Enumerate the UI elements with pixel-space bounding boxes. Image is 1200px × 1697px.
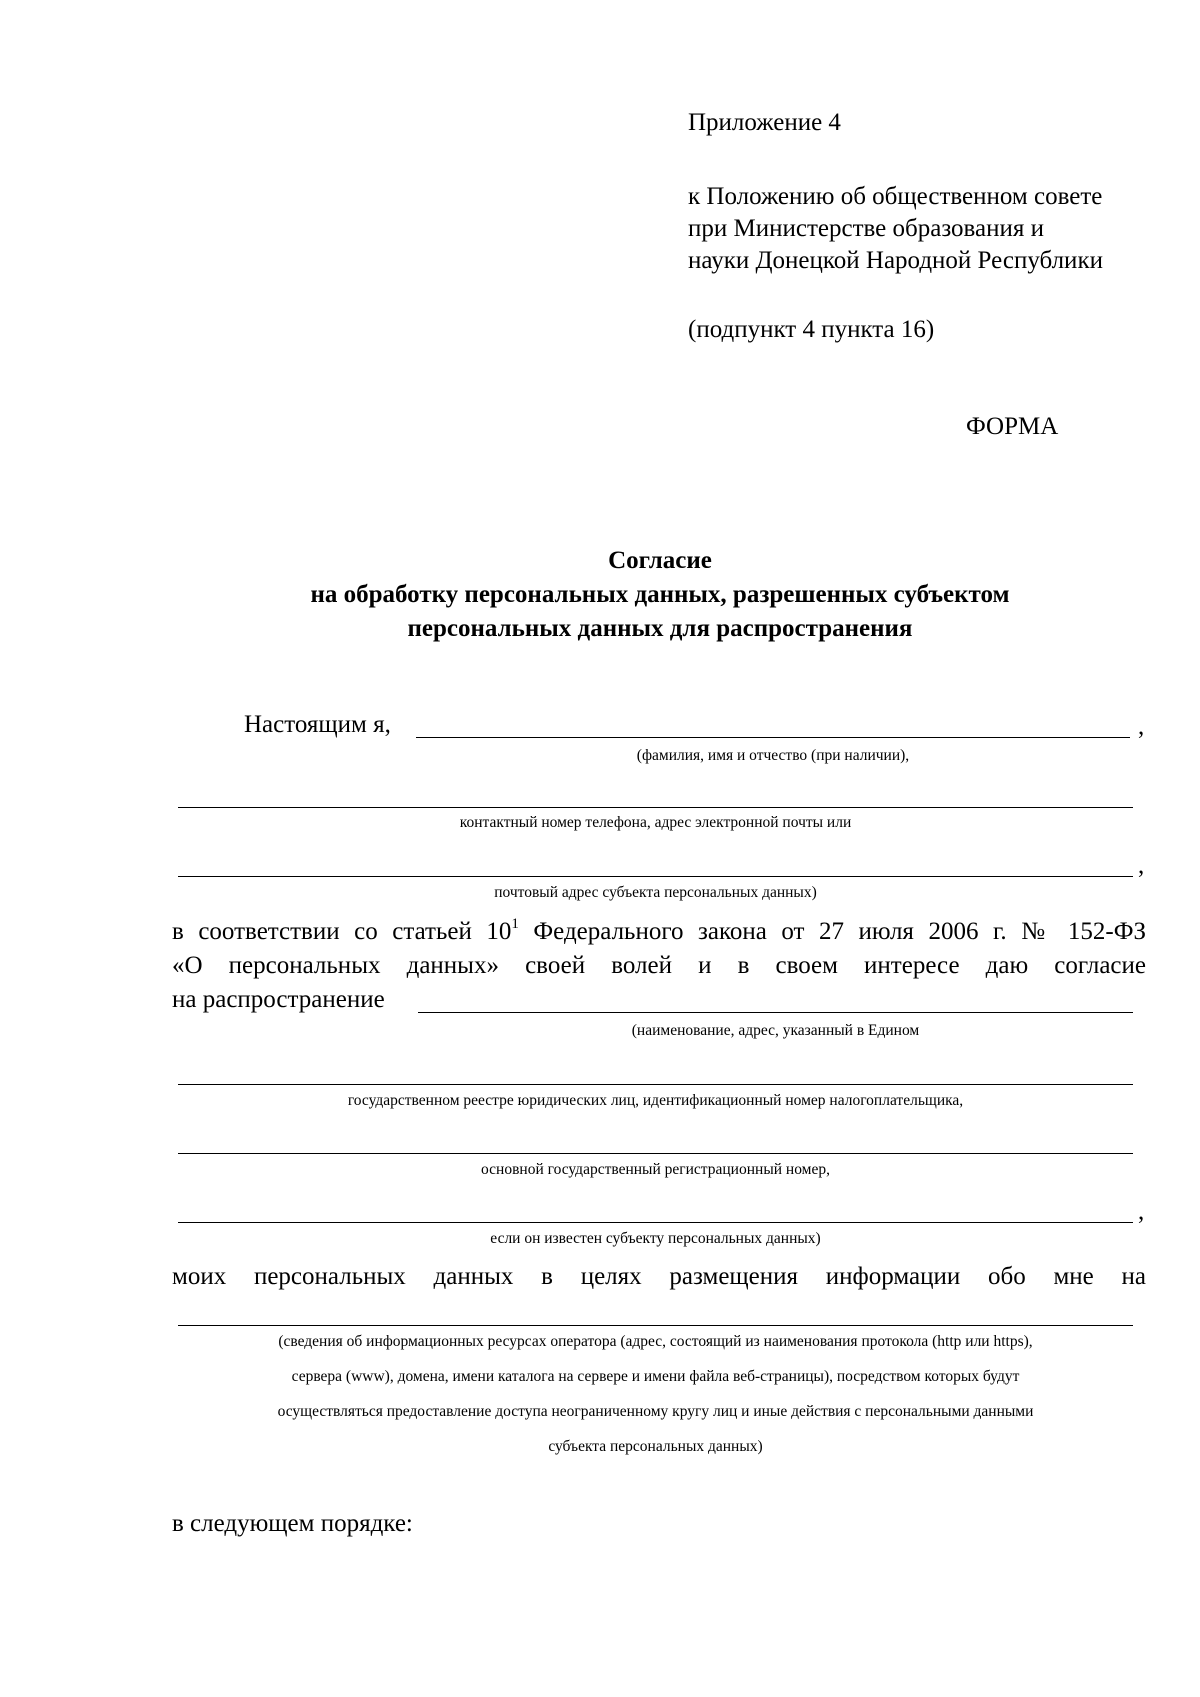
appendix-number: Приложение 4 xyxy=(688,109,841,136)
comma: , xyxy=(1138,852,1145,879)
operator-field-line[interactable] xyxy=(418,1012,1133,1013)
form-label: ФОРМА xyxy=(966,413,1059,440)
document-title-line-3: персональных данных для распространения xyxy=(407,615,913,642)
operator-caption-3: основной государственный регистрационный номер, xyxy=(481,1161,830,1178)
registry-field-line[interactable] xyxy=(178,1084,1133,1085)
resource-caption-4: субъекта персональных данных) xyxy=(548,1438,763,1455)
reference-line-3: науки Донецкой Народной Республики xyxy=(688,247,1103,274)
fio-field-line[interactable] xyxy=(416,737,1130,738)
postal-field-line[interactable] xyxy=(178,876,1133,877)
resource-caption-1: (сведения об информационных ресурсах оператора (адрес, состоящий из наименования протокола (http или https), xyxy=(278,1333,1033,1350)
purpose-text: моих персональных данных в целях размещения информации обо мне на xyxy=(172,1263,1146,1290)
comma: , xyxy=(1138,1198,1145,1225)
resource-caption-2: сервера (www), домена, имени каталога на сервере и имени файла веб-страницы), посредством которых будут xyxy=(291,1368,1020,1385)
reference-line-1: к Положению об общественном совете xyxy=(688,183,1103,210)
known-field-line[interactable] xyxy=(178,1222,1133,1223)
subclause-reference: (подпункт 4 пункта 16) xyxy=(688,316,935,343)
operator-caption-4: если он известен субъекту персональных данных) xyxy=(490,1230,821,1247)
postal-caption: почтовый адрес субъекта персональных данных) xyxy=(494,884,817,901)
resource-caption-3: осуществляться предоставление доступа неограниченному кругу лиц и иные действия с персональными данными xyxy=(277,1403,1034,1420)
resource-field-line[interactable] xyxy=(178,1325,1133,1326)
operator-caption-1: (наименование, адрес, указанный в Едином xyxy=(631,1022,920,1039)
order-text: в следующем порядке: xyxy=(172,1510,413,1537)
comma: , xyxy=(1138,713,1145,740)
intro-text: Настоящим я, xyxy=(244,711,391,738)
contact-field-line[interactable] xyxy=(178,807,1133,808)
contact-caption: контактный номер телефона, адрес электронной почты или xyxy=(459,814,852,831)
law-reference-line-1: в соответствии со статьей $10^1$ Федерального закона от 27 июля 2006 г. № 152-ФЗ xyxy=(172,915,1146,945)
law-reference-line-3: на распространение xyxy=(172,986,385,1013)
reference-line-2: при Министерстве образования и xyxy=(688,215,1045,242)
fio-caption: (фамилия, имя и отчество (при наличии), xyxy=(636,747,910,764)
registration-field-line[interactable] xyxy=(178,1153,1133,1154)
document-title-line-2: на обработку персональных данных, разрешенных субъектом xyxy=(310,581,1010,608)
law-reference-line-2: «О персональных данных» своей волей и в своем интересе даю согласие xyxy=(172,952,1146,979)
operator-caption-2: государственном реестре юридических лиц, идентификационный номер налогоплательщика, xyxy=(347,1092,964,1109)
document-title: Согласие xyxy=(608,547,712,574)
